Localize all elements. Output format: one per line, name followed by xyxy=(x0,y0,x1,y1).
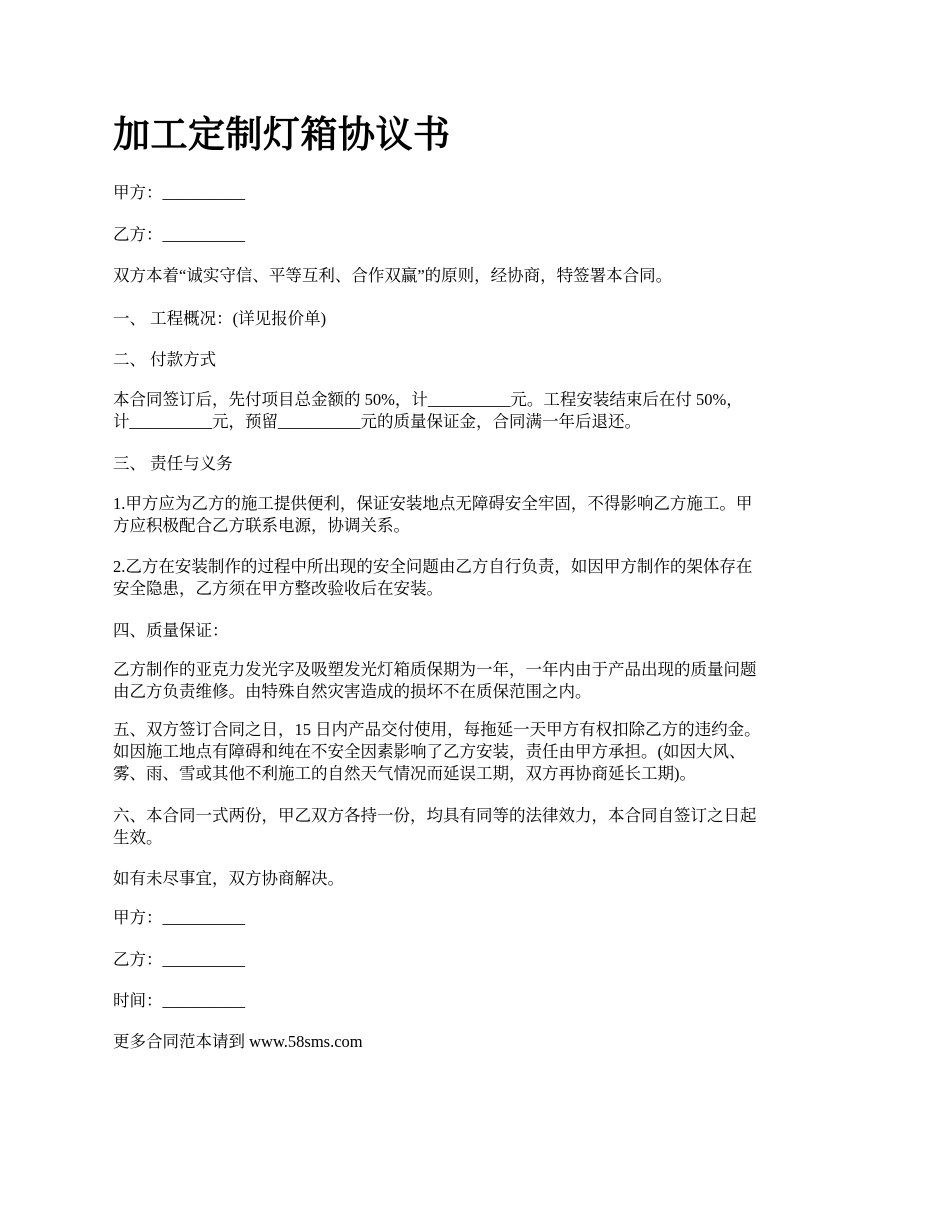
delivery-line: 如因施工地点有障碍和纯在不安全因素影响了乙方安装，责任由甲方承担。(如因大风、 xyxy=(113,742,746,761)
copies-line: 六、本合同一式两份，甲乙双方各持一份，均具有同等的法律效力，本合同自签订之日起 xyxy=(113,806,757,825)
intro-paragraph: 双方本着“诚实守信、平等互利、合作双赢”的原则，经协商，特签署本合同。 xyxy=(113,266,673,285)
quality-line: 由乙方负责维修。由特殊自然灾害造成的损坏不在质保范围之内。 xyxy=(113,682,592,701)
section-project-overview: 一、 工程概况：(详见报价单) xyxy=(113,309,327,328)
duty-line: 1.甲方应为乙方的施工提供便利，保证安装地点无障碍安全牢固，不得影响乙方施工。甲 xyxy=(113,494,753,513)
section-duties-heading: 三、 责任与义务 xyxy=(113,454,233,473)
signature-party-b: 乙方：__________ xyxy=(113,950,245,969)
delivery-line: 五、双方签订合同之日，15 日内产品交付使用，每拖延一天甲方有权扣除乙方的违约金。 xyxy=(113,720,761,739)
duty-line: 方应积极配合乙方联系电源，协调关系。 xyxy=(113,516,410,535)
section-quality-heading: 四、质量保证： xyxy=(113,621,229,640)
section-delivery xyxy=(113,719,843,785)
section-copies xyxy=(113,805,843,849)
closing-statement: 如有未尽事宜，双方协商解决。 xyxy=(113,869,344,888)
payment-paragraph xyxy=(113,389,843,433)
delivery-line: 雾、雨、雪或其他不利施工的自然天气情况而延误工期，双方再协商延长工期)。 xyxy=(113,764,696,783)
copies-line: 生效。 xyxy=(113,828,163,847)
signature-time: 时间：__________ xyxy=(113,991,245,1010)
quality-paragraph xyxy=(113,659,843,703)
quality-line: 乙方制作的亚克力发光字及吸塑发光灯箱质保期为一年，一年内由于产品出现的质量问题 xyxy=(113,660,757,679)
duty-line: 2.乙方在安装制作的过程中所出现的安全问题由乙方自行负责，如因甲方制作的架体存在 xyxy=(113,557,753,576)
duty-line: 安全隐患，乙方须在甲方整改验收后在安装。 xyxy=(113,579,443,598)
payment-line: 计__________元，预留__________元的质量保证金，合同满一年后退还。 xyxy=(113,412,641,431)
payment-line: 本合同签订后，先付项目总金额的 50%，计__________元。工程安装结束后在付 50%， xyxy=(113,390,743,409)
duty-item-2 xyxy=(113,556,843,600)
party-b-field: 乙方：__________ xyxy=(113,225,245,244)
signature-party-a: 甲方：__________ xyxy=(113,908,245,927)
party-a-field: 甲方：__________ xyxy=(113,183,245,202)
section-payment-heading: 二、 付款方式 xyxy=(113,350,217,369)
duty-item-1 xyxy=(113,493,843,537)
footer-link-text: 更多合同范本请到 www.58sms.com xyxy=(113,1032,363,1051)
document-title: 加工定制灯箱协议书 xyxy=(113,115,451,156)
